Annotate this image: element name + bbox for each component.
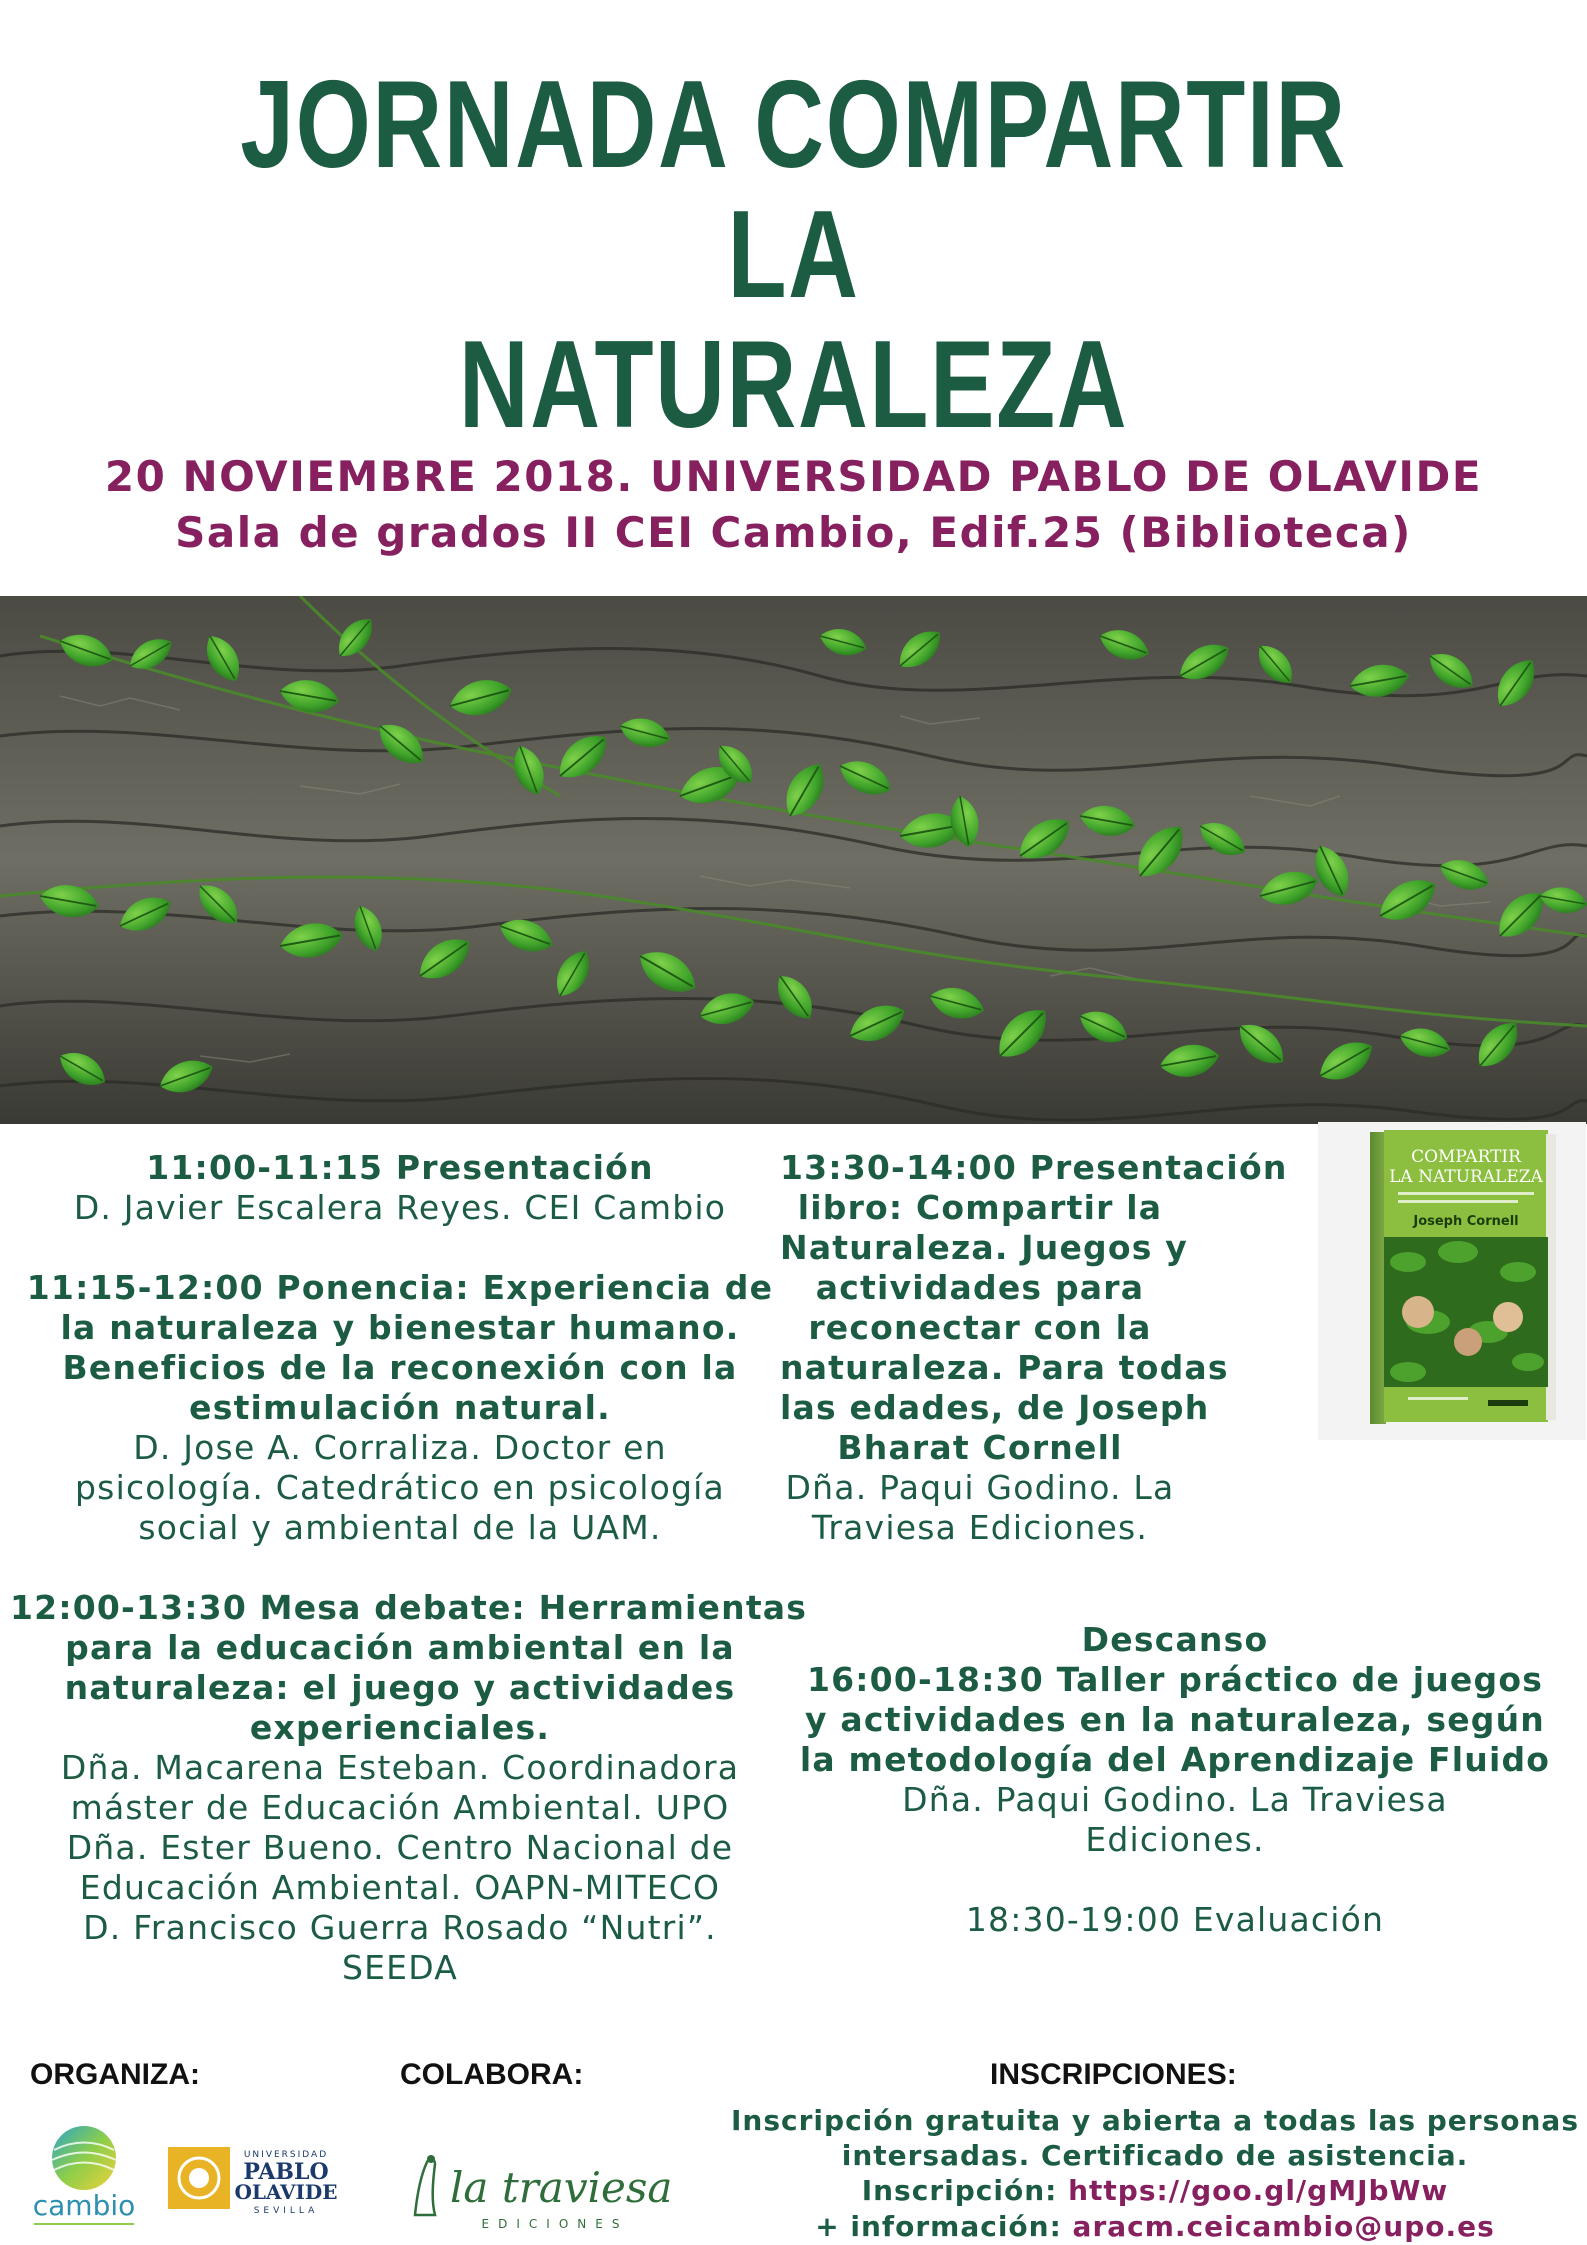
session-mesa-debate xyxy=(10,1588,808,1988)
session-title-line: Bharat Cornell xyxy=(837,1428,1123,1467)
session-title-line: libro: Compartir la xyxy=(797,1188,1163,1227)
session-title-line: Descanso xyxy=(1081,1620,1269,1659)
session-speaker-line: D. Javier Escalera Reyes. CEI Cambio xyxy=(73,1188,727,1227)
session-title-line: 11:15-12:00 Ponencia: Experiencia de xyxy=(26,1268,774,1307)
la-traviesa-emblem xyxy=(395,2140,685,2240)
page-title xyxy=(175,56,1413,454)
session-title-line: 13:30-14:00 Presentación xyxy=(780,1148,1288,1187)
inscripcion-link-prefix: Inscripción: xyxy=(861,2174,1069,2207)
session-title-line: la naturaleza y bienestar humano. xyxy=(60,1308,740,1347)
session-presentacion xyxy=(10,1148,790,1228)
upo-name-2: OLAVIDE xyxy=(234,2180,338,2204)
info-email-line xyxy=(700,2210,1587,2243)
info-email-link[interactable]: aracm.ceicambio@upo.es xyxy=(1072,2210,1495,2243)
upo-name-1: PABLO xyxy=(243,2159,329,2185)
session-title-line: experienciales. xyxy=(249,1708,551,1747)
session-title-line: Beneficios de la reconexión con la xyxy=(62,1348,738,1387)
session-evaluation-line: 18:30-19:00 Evaluación xyxy=(965,1900,1385,1939)
cambio-wordmark: cambio xyxy=(32,2189,136,2222)
session-speaker-line: Dña. Paqui Godino. La Traviesa xyxy=(902,1780,1448,1819)
upo-emblem xyxy=(168,2145,338,2225)
cambio-logo xyxy=(24,2120,154,2235)
book-title-line-2: LA NATURALEZA xyxy=(1389,1167,1543,1187)
session-title-line: Naturaleza. Juegos y xyxy=(780,1228,1188,1267)
upo-city-text: SEVILLA xyxy=(253,2206,319,2216)
session-title-line: la metodología del Aprendizaje Fluido xyxy=(799,1740,1551,1779)
la-traviesa-wordmark: la traviesa xyxy=(450,2163,673,2212)
title-line-1: JORNADA COMPARTIR LA xyxy=(240,56,1347,324)
book-title-line-1: COMPARTIR xyxy=(1411,1147,1521,1167)
session-speaker-line: D. Francisco Guerra Rosado “Nutri”. xyxy=(83,1908,717,1947)
session-speaker-line: social y ambiental de la UAM. xyxy=(138,1508,662,1547)
session-speaker-line: máster de Educación Ambiental. UPO xyxy=(70,1788,730,1827)
session-speaker-line: Educación Ambiental. OAPN-MITECO xyxy=(79,1868,721,1907)
inscripcion-link[interactable]: https://goo.gl/gMJbWw xyxy=(1068,2174,1449,2207)
session-speaker-line: SEEDA xyxy=(341,1948,459,1987)
bark-leaves-illustration xyxy=(0,596,1587,1124)
session-title-line: actividades para xyxy=(815,1268,1145,1307)
session-title-line: naturaleza: el juego y actividades xyxy=(64,1668,736,1707)
session-speaker-line: D. Jose A. Corraliza. Doctor en xyxy=(133,1428,667,1467)
session-title-line: las edades, de Joseph xyxy=(780,1388,1210,1427)
upo-top-text: UNIVERSIDAD xyxy=(243,2150,329,2160)
session-speaker-line: Traviesa Ediciones. xyxy=(811,1508,1149,1547)
upo-logo xyxy=(168,2145,338,2225)
session-title-line: reconectar con la xyxy=(808,1308,1152,1347)
session-title-line: 16:00-18:30 Taller práctico de juegos xyxy=(806,1660,1544,1699)
session-title-line: 12:00-13:30 Mesa debate: Herramientas xyxy=(10,1588,808,1627)
session-taller xyxy=(770,1620,1580,1860)
organiza-label: ORGANIZA: xyxy=(30,2058,200,2091)
book-author: Joseph Cornell xyxy=(1413,1214,1519,1229)
program-left-column xyxy=(10,1148,808,1988)
inscripcion-info-line-1: Inscripción gratuita y abierta a todas las personas xyxy=(731,2104,1579,2137)
banner-image-bark-leaves xyxy=(0,596,1587,1124)
colabora-label: COLABORA: xyxy=(400,2058,584,2091)
session-presentacion-libro xyxy=(780,1148,1288,1548)
event-room: Sala de grados II CEI Cambio, Edif.25 (Biblioteca) xyxy=(175,508,1412,557)
session-title-line: 11:00-11:15 Presentación xyxy=(146,1148,654,1187)
book-cover-illustration xyxy=(1318,1122,1586,1440)
session-speaker-line: Dña. Macarena Esteban. Coordinadora xyxy=(60,1748,740,1787)
title-line-2: NATURALEZA xyxy=(458,316,1129,454)
event-date-venue: 20 NOVIEMBRE 2018. UNIVERSIDAD PABLO DE OLAVIDE xyxy=(104,452,1483,501)
session-title-line: y actividades en la naturaleza, según xyxy=(805,1700,1545,1739)
la-traviesa-subtitle: EDICIONES xyxy=(481,2217,629,2231)
info-email-prefix: + información: xyxy=(815,2210,1073,2243)
session-evaluacion xyxy=(770,1900,1580,1940)
inscripcion-link-line xyxy=(700,2174,1587,2207)
la-traviesa-logo xyxy=(395,2140,685,2240)
cambio-emblem xyxy=(24,2120,154,2235)
session-speaker-line: Dña. Paqui Godino. La xyxy=(785,1468,1175,1507)
session-title-line: estimulación natural. xyxy=(189,1388,611,1427)
session-ponencia xyxy=(10,1268,790,1548)
session-speaker-line: psicología. Catedrático en psicología xyxy=(75,1468,725,1507)
session-title-line: para la educación ambiental en la xyxy=(65,1628,735,1667)
inscripcion-info-line-2: intersadas. Certificado de asistencia. xyxy=(841,2139,1469,2172)
book-cover-image xyxy=(1318,1122,1586,1440)
session-title-line: naturaleza. Para todas xyxy=(780,1348,1229,1387)
session-speaker-line: Dña. Ester Bueno. Centro Nacional de xyxy=(66,1828,734,1867)
session-speaker-line: Ediciones. xyxy=(1085,1820,1265,1859)
inscripciones-label: INSCRIPCIONES: xyxy=(990,2058,1237,2091)
